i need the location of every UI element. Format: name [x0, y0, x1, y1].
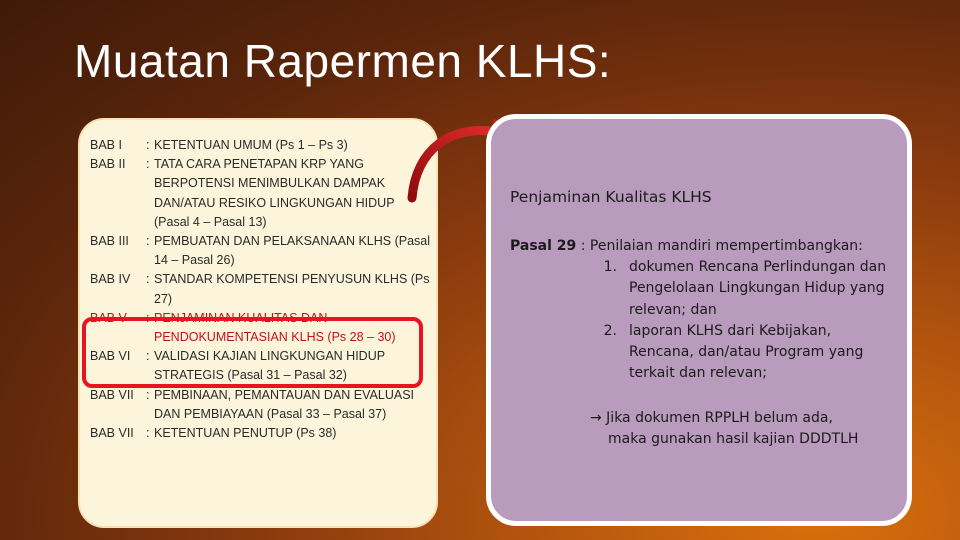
bab-item: BAB III : PEMBUATAN DAN PELAKSANAAN KLHS (Pasal 14 – Pasal 26): [90, 232, 430, 270]
bab-title: VALIDASI KAJIAN LINGKUNGAN HIDUP STRATEGIS (Pasal 31 – Pasal 32): [154, 349, 385, 383]
bab-title: TATA CARA PENETAPAN KRP YANG BERPOTENSI MENIMBULKAN DAMPAK DAN/ATAU RESIKO LINGKUNGAN HIDUP (Pasal 4 – Pasal 13): [154, 157, 395, 229]
list-text: laporan KLHS dari Kebijakan, Rencana, dan/atau Program yang terkait dan relevan;: [629, 322, 864, 382]
panel-heading: Penjaminan Kualitas KLHS: [510, 188, 712, 206]
list-text: dokumen Rencana Perlindungan dan Pengelolaan Lingkungan Hidup yang relevan; dan: [629, 259, 887, 318]
list-number: 1.: [603, 259, 617, 276]
list-number: 2.: [603, 322, 617, 339]
slide-title: Muatan Rapermen KLHS:: [74, 35, 612, 87]
bab-title: KETENTUAN UMUM (Ps 1 – Ps 3): [154, 138, 348, 152]
bab-title: PENJAMINAN KUALITAS DAN PENDOKUMENTASIAN KLHS (Ps 28 – 30): [154, 310, 396, 345]
bab-title: PEMBUATAN DAN PELAKSANAAN KLHS (Pasal 14 – Pasal 26): [154, 234, 431, 268]
bab-item-highlighted: BAB V : PENJAMINAN KUALITAS DAN PENDOKUMENTASIAN KLHS (Ps 28 – 30): [90, 309, 430, 347]
bab-item: BAB I : KETENTUAN UMUM (Ps 1 – Ps 3): [90, 136, 430, 155]
note-line: → Jika dokumen RPPLH belum ada,: [590, 410, 833, 426]
bab-number: BAB II: [90, 157, 126, 172]
bab-number: BAB I: [90, 138, 122, 152]
bab-item: BAB VII : PEMBINAAN, PEMANTAUAN DAN EVALUASI DAN PEMBIAYAAN (Pasal 33 – Pasal 37): [90, 386, 430, 424]
bab-number: BAB III: [90, 234, 129, 249]
list-item: [510, 321, 895, 385]
bab-item: BAB IV : STANDAR KOMPETENSI PENYUSUN KLHS (Ps 27): [90, 270, 430, 308]
bab-title: PEMBINAAN, PEMANTAUAN DAN EVALUASI DAN PEMBIAYAAN (Pasal 33 – Pasal 37): [154, 387, 415, 421]
bab-title: STANDAR KOMPETENSI PENYUSUN KLHS (Ps 27): [154, 272, 430, 306]
bab-number: BAB VII: [90, 426, 134, 441]
pasal-label: Pasal 29: [510, 238, 577, 254]
bab-v-highlight-box: [82, 317, 423, 388]
pasal-list: [510, 257, 895, 384]
bab-title: KETENTUAN PENUTUP (Ps 38): [154, 426, 337, 441]
bab-number: BAB VI: [90, 349, 131, 364]
pasal-29-block: [510, 236, 895, 384]
bab-item: BAB II : TATA CARA PENETAPAN KRP YANG BERPOTENSI MENIMBULKAN DAMPAK DAN/ATAU RESIKO LINGKUNGAN HIDUP (Pasal 4 – Pasal 13): [90, 155, 430, 232]
bab-item: BAB VI : VALIDASI KAJIAN LINGKUNGAN HIDUP STRATEGIS (Pasal 31 – Pasal 32): [90, 347, 430, 385]
note-line: maka gunakan hasil kajian DDDTLH: [608, 431, 859, 447]
bab-item: BAB VII : KETENTUAN PENUTUP (Ps 38): [90, 424, 430, 443]
note-block: [590, 408, 890, 450]
bab-number: BAB VII: [90, 387, 134, 402]
bab-number: BAB V: [90, 310, 127, 325]
bab-number: BAB IV: [90, 272, 131, 287]
pasal-intro: : Penilaian mandiri mempertimbangkan:: [580, 238, 863, 254]
list-item: [510, 257, 895, 321]
bab-list: [90, 136, 430, 443]
